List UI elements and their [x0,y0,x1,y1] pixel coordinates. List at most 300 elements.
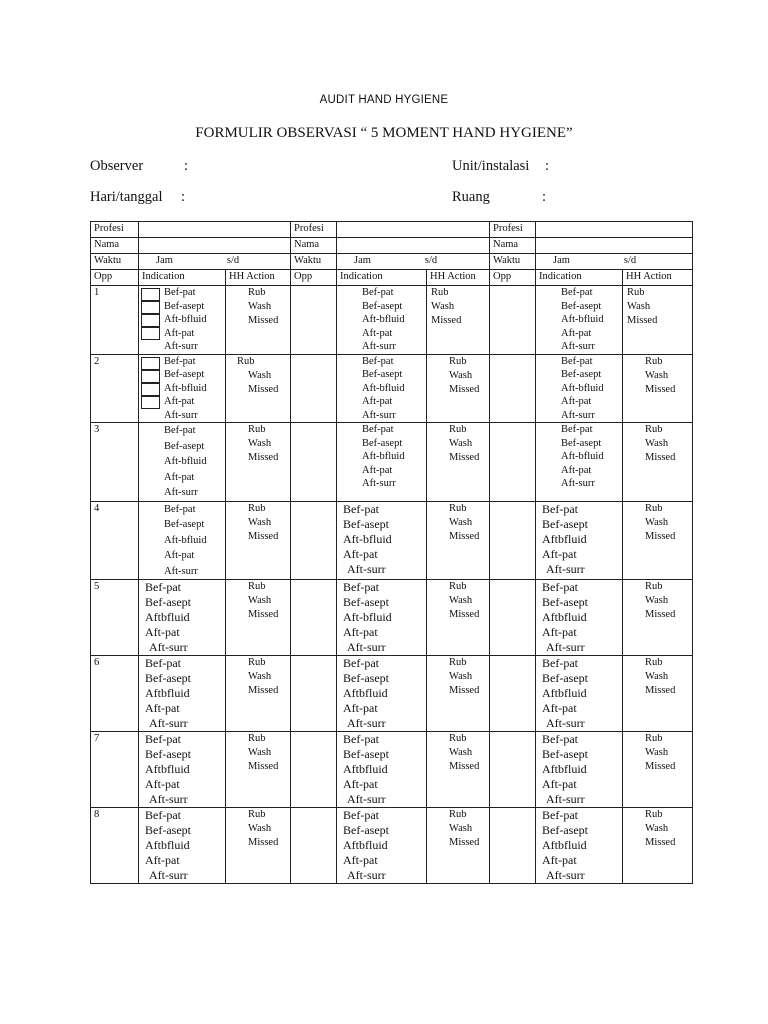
indication-option[interactable]: Aft-pat [362,327,393,339]
indication-option[interactable]: Bef-asept [343,516,389,531]
hh-action-cell[interactable] [226,732,291,808]
indication-cell[interactable] [139,808,226,884]
indication-option[interactable]: Bef-pat [164,287,196,298]
indication-option[interactable]: Aft-bfluid [362,451,405,462]
opp-cell: 2 [91,354,139,423]
indication-option[interactable]: Aftbfluid [542,838,587,852]
hh-action-option[interactable]: Rub [449,581,467,592]
hh-action-option[interactable]: Wash [645,747,669,758]
waktu-row [91,254,693,270]
opp-cell: 4 [91,501,139,580]
indication-option[interactable]: Aft-pat [362,396,393,407]
hh-action-option[interactable]: Rub [431,287,449,298]
form-subtitle: FORMULIR OBSERVASI “ 5 MOMENT HAND HYGIENE” [195,125,573,141]
indication-option[interactable]: Aft-surr [546,640,585,654]
hh-action-cell[interactable] [226,286,291,355]
opp-cell: 5 [91,580,139,656]
opp-cell [291,501,337,580]
indication-cell[interactable] [139,354,226,423]
indication-option[interactable]: Bef-pat [145,808,181,822]
indication-option[interactable]: Aft-surr [149,640,188,654]
indication-checkbox[interactable] [141,327,160,340]
indication-option[interactable]: Aft-pat [343,625,378,639]
opp-cell [490,656,536,732]
opp-cell [490,354,536,423]
hh-action-option[interactable]: Wash [449,438,473,449]
indication-cell[interactable] [139,501,226,580]
indication-option[interactable]: Aft-bfluid [561,382,604,394]
indication-option[interactable]: Aft-bfluid [362,382,405,394]
hh-action-option[interactable]: Wash [645,369,669,381]
hh-action-cell[interactable] [623,808,693,884]
hh-action-cell[interactable] [226,656,291,732]
hh-action-option[interactable]: Wash [248,438,272,449]
hh-action-option[interactable]: Wash [248,595,272,606]
indication-option[interactable]: Bef-asept [561,437,602,449]
hh-action-option[interactable]: Missed [645,837,676,848]
hh-action-option[interactable]: Missed [248,452,279,463]
hh-action-option[interactable]: Rub [248,502,266,514]
indication-cell[interactable] [139,580,226,656]
indication-option[interactable]: Bef-asept [164,369,205,380]
indication-option[interactable]: Aft-surr [347,792,386,806]
observation-row [91,423,693,502]
indication-option[interactable]: Aft-surr [362,478,396,489]
indication-cell[interactable] [536,286,623,355]
hh-action-option[interactable]: Rub [449,733,467,744]
hh-action-header: HH Action [427,270,490,286]
hh-action-option[interactable]: Rub [248,657,266,668]
indication-option[interactable]: Bef-asept [542,823,588,837]
indication-option[interactable]: Bef-pat [164,503,196,515]
opp-cell [490,580,536,656]
hh-action-option[interactable]: Rub [627,287,645,298]
hh-action-option[interactable]: Wash [248,369,272,381]
indication-option[interactable]: Aft-bfluid [164,534,207,546]
indication-option[interactable]: Aft-pat [164,550,195,561]
indication-option[interactable]: Aft-surr [164,409,198,421]
indication-option[interactable]: Bef-asept [164,300,205,312]
hh-action-option[interactable]: Missed [248,315,279,326]
hh-action-cell[interactable] [226,354,291,423]
indication-option[interactable]: Aft-pat [145,777,180,791]
waktu-field[interactable] [536,254,693,270]
opp-cell [291,354,337,423]
indication-option[interactable]: Bef-pat [343,580,379,594]
profesi-field[interactable] [536,222,693,238]
indication-option[interactable]: Aft-pat [145,625,180,639]
hh-action-cell[interactable] [623,501,693,580]
indication-option[interactable]: Bef-asept [145,747,191,761]
hh-action-cell[interactable] [226,423,291,502]
hh-action-option[interactable]: Missed [248,383,279,395]
hh-action-option[interactable]: Rub [645,733,663,744]
indication-option[interactable]: Aft-pat [164,471,195,483]
hh-action-cell[interactable] [427,808,490,884]
indication-option[interactable]: Bef-pat [343,808,379,822]
indication-option[interactable]: Aft-pat [343,701,378,715]
indication-option[interactable]: Bef-pat [343,656,379,670]
indication-cell[interactable] [139,656,226,732]
indication-option[interactable]: Aft-pat [561,396,592,407]
indication-option[interactable]: Bef-pat [164,355,196,367]
indication-option[interactable]: Bef-pat [343,732,379,746]
indication-option[interactable]: Aft-bfluid [164,314,207,325]
hh-action-option[interactable]: Missed [248,837,279,848]
opp-header: Opp [291,270,337,286]
hh-action-option[interactable]: Wash [248,301,272,312]
hh-action-cell[interactable] [427,501,490,580]
indication-cell[interactable] [536,656,623,732]
indication-option[interactable]: Bef-asept [145,823,191,837]
hh-action-cell[interactable] [623,580,693,656]
indication-option[interactable]: Aft-bfluid [561,451,604,462]
indication-cell[interactable] [536,354,623,423]
hh-action-option[interactable]: Wash [449,595,473,606]
indication-option[interactable]: Aft-surr [546,561,585,576]
indication-option[interactable]: Aftbfluid [343,838,388,852]
indication-option[interactable]: Aftbfluid [542,610,587,624]
hh-action-option[interactable]: Missed [645,609,676,620]
sd-label: s/d [424,255,438,266]
indication-option[interactable]: Bef-asept [561,300,602,312]
indication-option[interactable]: Aft-surr [561,478,595,489]
indication-option[interactable]: Aft-surr [149,868,188,882]
hh-action-option[interactable]: Wash [645,438,669,449]
indication-option[interactable]: Bef-pat [145,580,181,594]
indication-option[interactable]: Bef-asept [343,671,389,685]
observer-label: Observer [90,158,144,174]
hh-action-option[interactable]: Wash [645,823,669,834]
hh-action-option[interactable]: Rub [248,581,266,592]
hh-action-option[interactable]: Rub [449,424,467,435]
hh-action-option[interactable]: Wash [248,823,272,834]
hh-action-cell[interactable] [623,656,693,732]
indication-cell[interactable] [139,423,226,502]
hh-action-option[interactable]: Rub [645,809,663,820]
indication-option[interactable]: Aft-bfluid [164,456,207,467]
hh-action-cell[interactable] [226,501,291,580]
hh-action-option[interactable]: Missed [645,761,676,772]
indication-cell[interactable] [536,423,623,502]
hh-action-option[interactable]: Missed [627,315,658,326]
hh-action-cell[interactable] [427,732,490,808]
indication-option[interactable]: Bef-asept [362,437,403,449]
indication-cell[interactable] [337,501,427,580]
hh-action-option[interactable]: Wash [431,301,455,312]
indication-header: Indication [337,270,427,286]
indication-option[interactable]: Aft-surr [347,561,386,576]
hh-action-option[interactable]: Rub [645,424,663,435]
nama-label: Nama [291,238,337,254]
indication-option[interactable]: Bef-asept [145,671,191,685]
indication-option[interactable]: Aft-pat [343,546,378,561]
room-label: Ruang [452,189,490,205]
opp-cell [291,732,337,808]
profesi-label: Profesi [91,222,139,238]
hh-action-cell[interactable] [623,354,693,423]
waktu-label: Waktu [291,254,337,270]
indication-option[interactable]: Aftbfluid [542,686,587,700]
indication-option[interactable]: Aft-surr [362,341,396,352]
indication-header: Indication [139,270,226,286]
hh-action-option[interactable]: Wash [449,747,473,758]
hh-action-option[interactable]: Wash [627,301,651,312]
hh-action-option[interactable]: Rub [248,424,266,435]
observation-row [91,580,693,656]
indication-option[interactable]: Aft-pat [145,853,180,867]
hh-action-option[interactable]: Missed [248,761,279,772]
indication-option[interactable]: Aftbfluid [145,838,190,852]
hh-action-option[interactable]: Rub [449,657,467,668]
indication-option[interactable]: Bef-asept [542,516,588,531]
indication-option[interactable]: Aft-bfluid [561,314,604,325]
hh-action-option[interactable]: Rub [237,355,255,367]
profesi-label: Profesi [490,222,536,238]
hh-action-option[interactable]: Missed [449,530,480,542]
indication-option[interactable]: Bef-asept [362,300,403,312]
profesi-row [91,222,693,238]
nama-field[interactable] [536,238,693,254]
indication-option[interactable]: Bef-pat [561,424,593,435]
hh-action-option[interactable]: Missed [449,761,480,772]
indication-option[interactable]: Bef-pat [145,656,181,670]
indication-cell[interactable] [337,423,427,502]
opp-cell [490,423,536,502]
indication-option[interactable]: Aft-surr [347,640,386,654]
indication-option[interactable]: Bef-pat [542,580,578,594]
indication-option[interactable]: Bef-pat [542,501,578,516]
indication-option[interactable]: Aft-surr [546,716,585,730]
hh-action-option[interactable]: Wash [645,671,669,682]
indication-option[interactable]: Bef-pat [561,287,593,298]
hh-action-option[interactable]: Missed [449,685,480,696]
hh-action-option[interactable]: Rub [248,287,266,298]
indication-option[interactable]: Bef-asept [561,369,602,380]
indication-option[interactable]: Bef-asept [164,519,205,530]
indication-option[interactable]: Aft-pat [362,464,393,476]
hh-action-option[interactable]: Missed [645,685,676,696]
indication-option[interactable]: Aft-surr [149,716,188,730]
indication-option[interactable]: Aft-surr [164,487,198,498]
hh-action-cell[interactable] [623,286,693,355]
profesi-field[interactable] [139,222,291,238]
indication-cell[interactable] [337,656,427,732]
hh-action-header: HH Action [623,270,693,286]
hh-action-option[interactable]: Rub [449,809,467,820]
indication-option[interactable]: Bef-asept [362,369,403,380]
indication-option[interactable]: Aft-pat [145,701,180,715]
hh-action-cell[interactable] [623,732,693,808]
indication-option[interactable]: Bef-pat [362,287,394,298]
nama-label: Nama [490,238,536,254]
hh-action-cell[interactable] [427,580,490,656]
opp-cell [291,580,337,656]
unit-label: Unit/instalasi [452,158,530,174]
indication-option[interactable]: Aft-surr [561,409,595,421]
indication-checkbox[interactable] [141,383,160,396]
indication-option[interactable]: Aft-bfluid [343,531,392,546]
hh-action-option[interactable]: Rub [248,733,266,744]
indication-cell[interactable] [536,580,623,656]
hh-action-option[interactable]: Rub [645,355,663,367]
hh-action-option[interactable]: Missed [449,452,480,463]
indication-option[interactable]: Aft-bfluid [164,382,207,394]
hh-action-option[interactable]: Missed [248,530,279,542]
indication-option[interactable]: Aftbfluid [145,762,190,776]
hh-action-option[interactable]: Missed [248,685,279,696]
indication-option[interactable]: Bef-asept [542,747,588,761]
hh-action-cell[interactable] [226,808,291,884]
indication-option[interactable]: Aft-surr [561,341,595,352]
hh-action-option[interactable]: Missed [645,383,676,395]
hh-action-cell[interactable] [427,286,490,355]
hh-action-option[interactable]: Wash [248,671,272,682]
indication-option[interactable]: Bef-pat [542,732,578,746]
hh-action-cell[interactable] [623,423,693,502]
hh-action-option[interactable]: Missed [449,383,480,395]
hh-action-option[interactable]: Missed [449,837,480,848]
indication-option[interactable]: Bef-pat [145,732,181,746]
opp-cell [291,656,337,732]
indication-checkbox[interactable] [141,314,160,327]
indication-option[interactable]: Bef-pat [343,501,379,516]
indication-option[interactable]: Aft-pat [561,327,592,339]
indication-option[interactable]: Aft-bfluid [343,610,392,624]
indication-option[interactable]: Aft-pat [343,853,378,867]
form-title: AUDIT HAND HYGIENE [319,94,449,106]
indication-option[interactable]: Bef-asept [542,671,588,685]
indication-cell[interactable] [536,808,623,884]
opp-header: Opp [91,270,139,286]
indication-option[interactable]: Aftbfluid [343,686,388,700]
profesi-field[interactable] [337,222,490,238]
indication-checkbox[interactable] [141,396,160,409]
indication-option[interactable]: Bef-pat [362,355,394,367]
hh-action-option[interactable]: Missed [431,315,462,326]
hh-action-option[interactable]: Rub [248,809,266,820]
indication-option[interactable]: Aftbfluid [542,762,587,776]
jam-label: Jam [156,255,173,266]
indication-option[interactable]: Aft-surr [546,868,585,882]
nama-row [91,238,693,254]
hh-action-option[interactable]: Wash [449,823,473,834]
observation-row [91,732,693,808]
indication-option[interactable]: Bef-asept [542,595,588,609]
hh-action-option[interactable]: Wash [645,595,669,606]
indication-option[interactable]: Aft-surr [164,565,198,577]
hh-action-option[interactable]: Rub [645,657,663,668]
nama-field[interactable] [337,238,490,254]
opp-cell: 1 [91,286,139,355]
nama-field[interactable] [139,238,291,254]
indication-cell[interactable] [337,808,427,884]
indication-option[interactable]: Aft-surr [546,792,585,806]
hh-action-option[interactable]: Wash [248,747,272,758]
indication-option[interactable]: Bef-asept [343,747,389,761]
hh-action-option[interactable]: Wash [449,671,473,682]
hh-action-cell[interactable] [226,580,291,656]
indication-option[interactable]: Bef-pat [542,656,578,670]
indication-option[interactable]: Bef-pat [561,355,593,367]
indication-option[interactable]: Aft-pat [164,396,195,407]
indication-cell[interactable] [139,732,226,808]
indication-option[interactable]: Bef-asept [145,595,191,609]
indication-option[interactable]: Aftbfluid [145,686,190,700]
waktu-label: Waktu [91,254,139,270]
hh-action-option[interactable]: Missed [645,452,676,463]
hh-action-option[interactable]: Wash [645,516,669,528]
indication-option[interactable]: Aft-pat [542,625,577,639]
jam-label: Jam [354,255,371,266]
observation-row [91,656,693,732]
indication-option[interactable]: Aftbfluid [145,610,190,624]
opp-cell [490,808,536,884]
indication-option[interactable]: Aft-bfluid [362,314,405,325]
indication-option[interactable]: Bef-asept [164,440,205,452]
indication-cell[interactable] [337,354,427,423]
hh-action-option[interactable]: Missed [248,609,279,620]
indication-option[interactable]: Aft-pat [561,464,592,476]
indication-cell[interactable] [139,286,226,355]
indication-checkbox[interactable] [141,288,160,301]
indication-option[interactable]: Aft-surr [164,341,198,352]
indication-option[interactable]: Aft-surr [362,409,396,421]
indication-cell[interactable] [337,286,427,355]
indication-cell[interactable] [536,732,623,808]
indication-option[interactable]: Aftbfluid [542,531,587,546]
indication-option[interactable]: Aft-pat [542,701,577,715]
indication-option[interactable]: Bef-pat [164,425,196,436]
indication-option[interactable]: Bef-pat [362,424,394,435]
indication-option[interactable]: Aft-surr [347,716,386,730]
indication-option[interactable]: Aft-surr [347,868,386,882]
hh-action-option[interactable]: Rub [645,581,663,592]
indication-option[interactable]: Aft-pat [343,777,378,791]
hh-action-option[interactable]: Wash [449,516,473,528]
indication-option[interactable]: Bef-pat [542,808,578,822]
opp-cell [291,423,337,502]
waktu-field[interactable] [337,254,490,270]
indication-cell[interactable] [536,501,623,580]
indication-option[interactable]: Aft-surr [149,792,188,806]
indication-option[interactable]: Aft-pat [164,327,195,339]
indication-option[interactable]: Aftbfluid [343,762,388,776]
indication-option[interactable]: Aft-pat [542,853,577,867]
indication-cell[interactable] [337,580,427,656]
hh-action-option[interactable]: Missed [449,609,480,620]
indication-option[interactable]: Aft-pat [542,777,577,791]
indication-option[interactable]: Bef-asept [343,823,389,837]
hh-action-option[interactable]: Missed [645,530,676,542]
waktu-field[interactable] [139,254,291,270]
indication-option[interactable]: Bef-asept [343,595,389,609]
hh-action-option[interactable]: Wash [449,369,473,381]
indication-option[interactable]: Aft-pat [542,546,577,561]
hh-action-cell[interactable] [427,423,490,502]
hh-action-option[interactable]: Wash [248,516,272,528]
indication-cell[interactable] [337,732,427,808]
hh-action-option[interactable]: Rub [449,355,467,367]
hh-action-option[interactable]: Rub [449,502,467,514]
indication-checkbox[interactable] [141,301,160,314]
hh-action-cell[interactable] [427,354,490,423]
hh-action-cell[interactable] [427,656,490,732]
indication-checkbox[interactable] [141,357,160,370]
opp-cell: 8 [91,808,139,884]
hh-action-option[interactable]: Rub [645,502,663,514]
indication-checkbox[interactable] [141,370,160,383]
